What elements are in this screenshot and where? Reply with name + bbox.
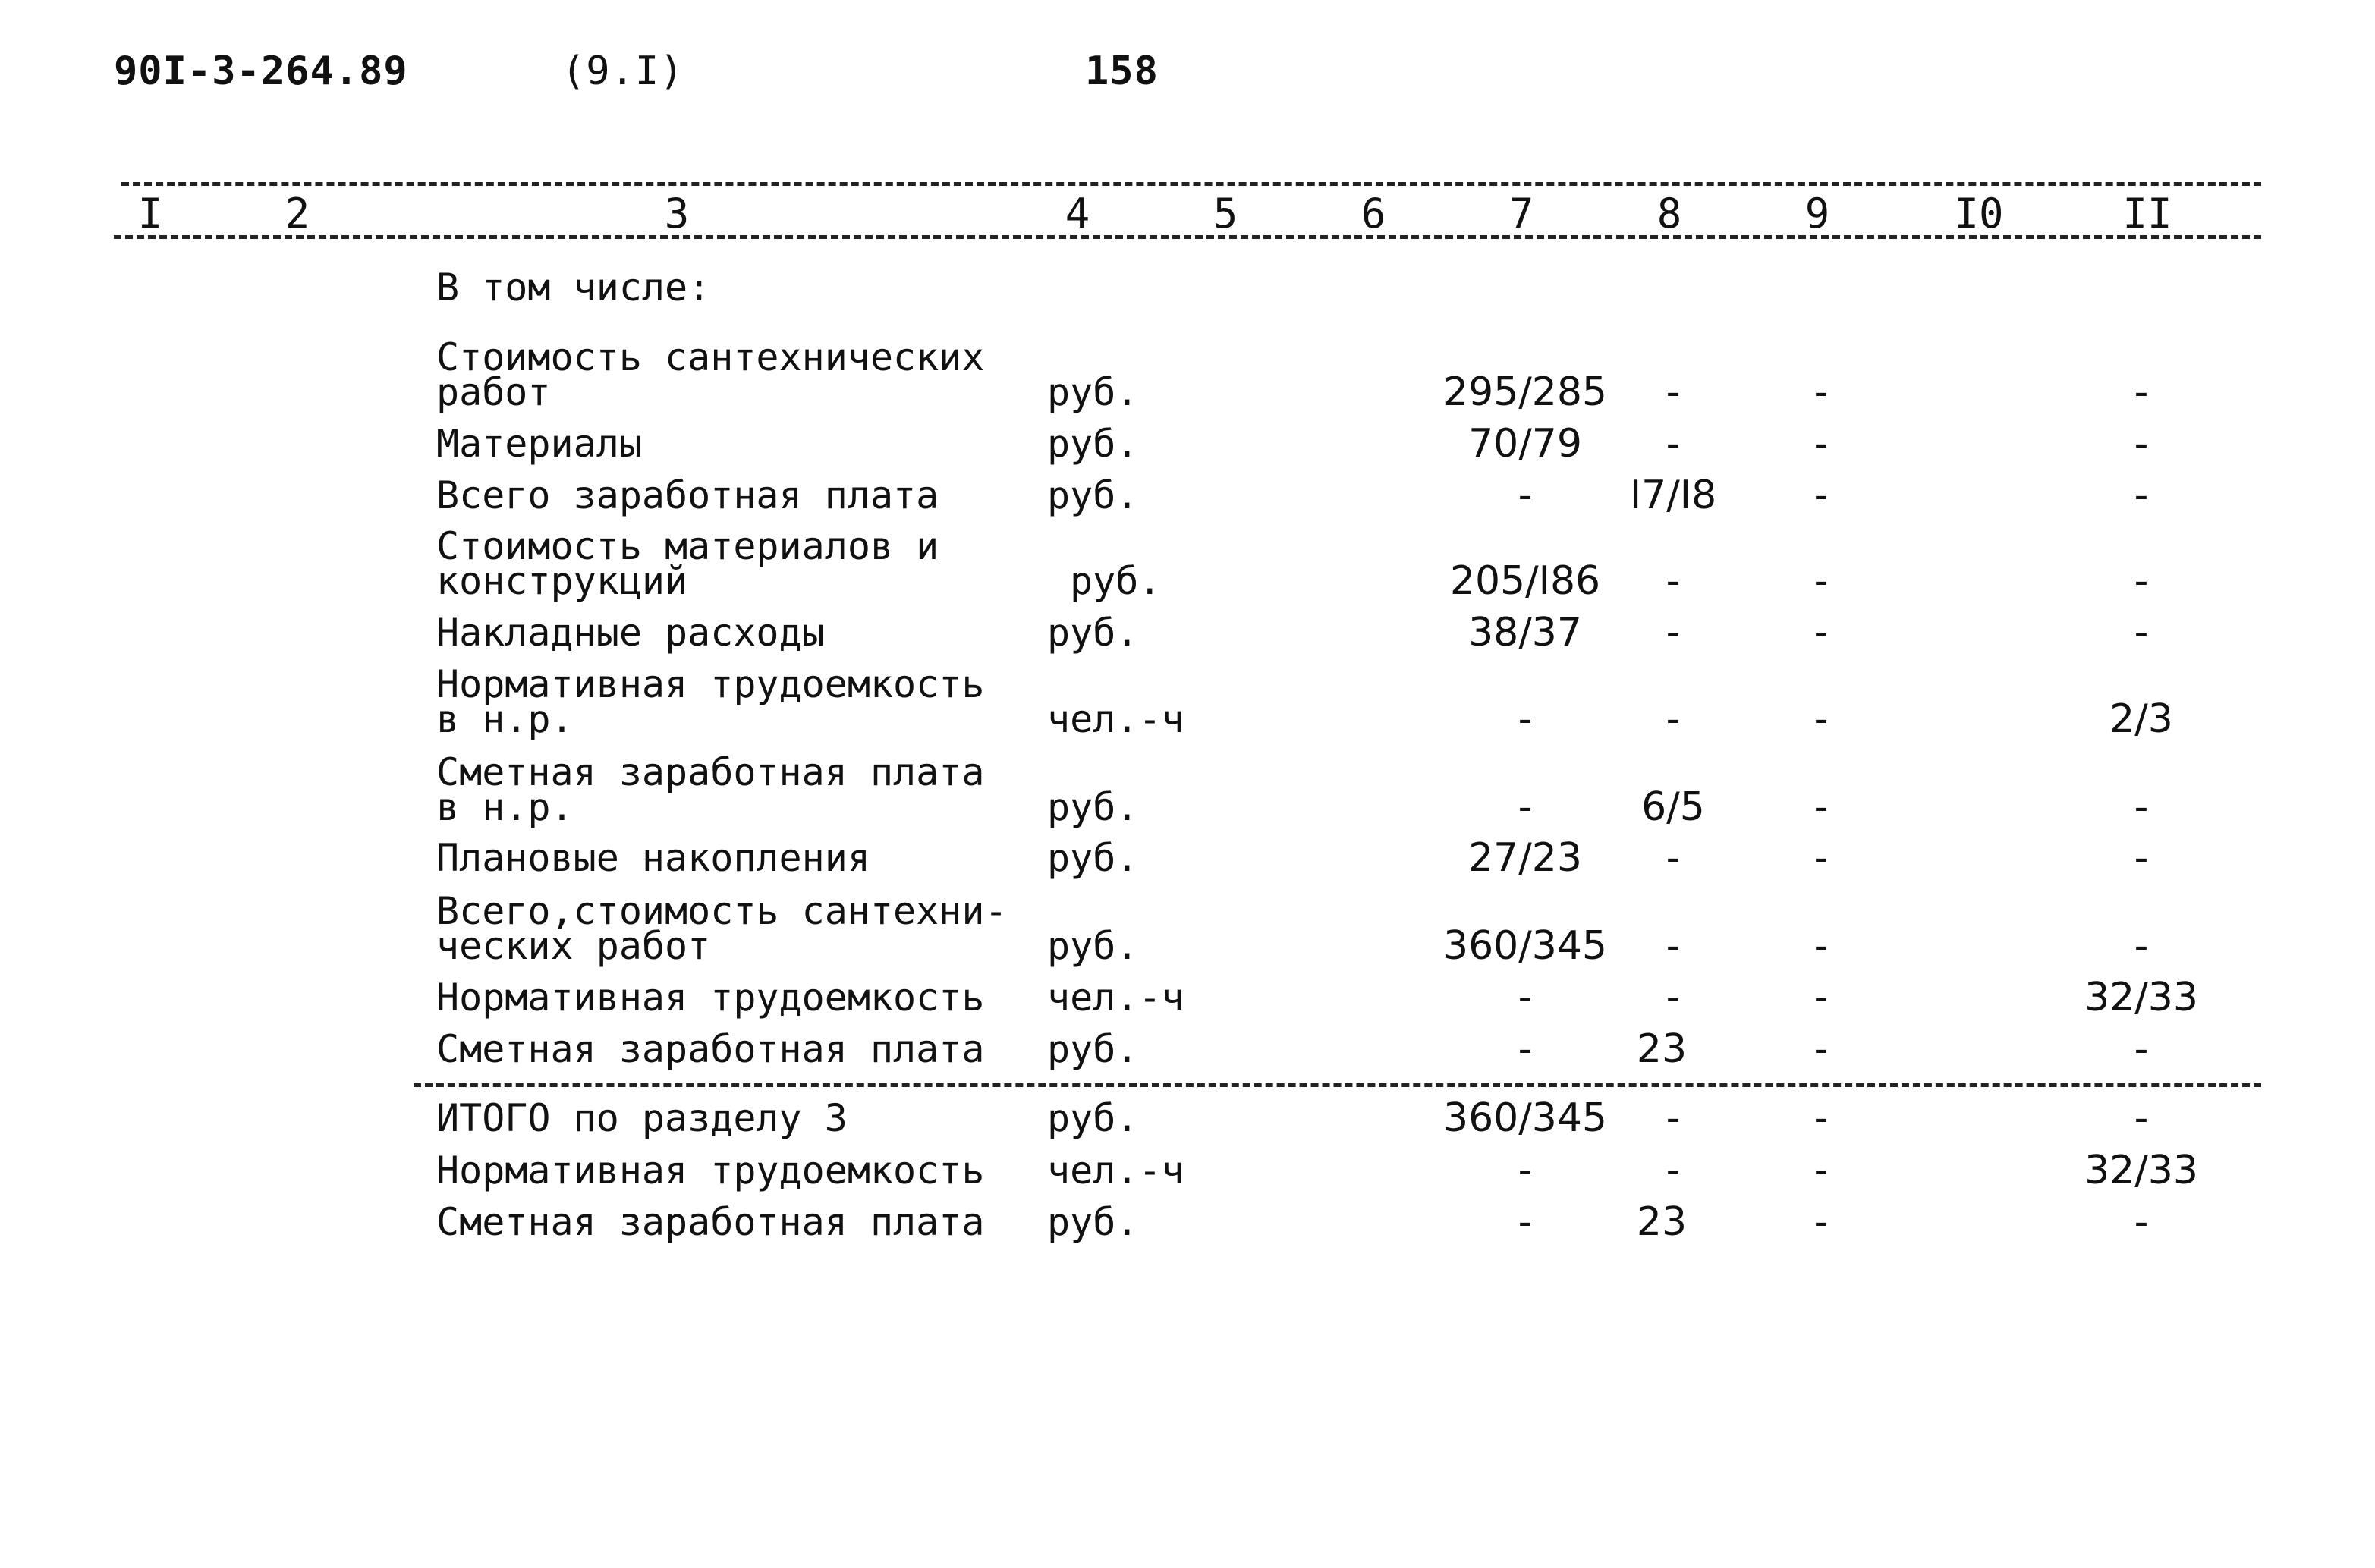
row-description: Сметная заработная плата — [436, 1027, 985, 1071]
column-number-5: 5 — [1213, 190, 1238, 237]
row-col9-value: - — [1813, 923, 1829, 969]
row-col11-value: - — [2134, 835, 2149, 881]
column-number-11: II — [2122, 190, 2172, 237]
row-unit: руб. — [1047, 473, 1139, 517]
row-col7-value: - — [1518, 473, 1533, 518]
totals-row — [0, 1164, 2375, 1245]
row-description: ИТОГО по разделу 3 — [436, 1096, 848, 1140]
row-col8-value: 23 — [1636, 1199, 1688, 1245]
row-col9-value: - — [1813, 784, 1829, 830]
column-number-10: I0 — [1954, 190, 2004, 237]
row-col9-value: - — [1813, 1148, 1829, 1193]
row-col11-value: - — [2134, 473, 2149, 518]
row-col11-value: - — [2134, 784, 2149, 830]
column-number-9: 9 — [1804, 190, 1830, 237]
row-col8-value: - — [1666, 421, 1681, 467]
row-col8-value: - — [1666, 1095, 1681, 1141]
row-col9-value: - — [1813, 696, 1829, 742]
row-description: Стоимость материалов и конструкций — [436, 524, 939, 603]
row-col8-value: - — [1666, 696, 1681, 742]
table-row — [0, 574, 2375, 655]
row-col9-value: - — [1813, 610, 1829, 655]
row-col7-value: 38/37 — [1468, 610, 1582, 655]
table-row — [0, 991, 2375, 1072]
row-col8-value: - — [1666, 975, 1681, 1020]
row-col8-value: 6/5 — [1641, 784, 1705, 830]
column-number-7: 7 — [1508, 190, 1534, 237]
row-col8-value: - — [1666, 369, 1681, 415]
row-col9-value: - — [1813, 1199, 1829, 1245]
row-description: Стоимость сантехнических работ — [436, 335, 985, 414]
row-col11-value: - — [2134, 923, 2149, 969]
table-row — [0, 661, 2375, 742]
column-number-4: 4 — [1065, 190, 1090, 237]
row-col9-value: - — [1813, 473, 1829, 518]
document-code: 90I-3-264.89 — [114, 49, 408, 94]
row-col8-value: - — [1666, 835, 1681, 881]
section-number: (9.I) — [562, 49, 684, 94]
row-col11-value: - — [2134, 1095, 2149, 1141]
row-col8-value: - — [1666, 558, 1681, 604]
row-col9-value: - — [1813, 421, 1829, 467]
row-col11-value: - — [2134, 421, 2149, 467]
row-col8-value: - — [1666, 1148, 1681, 1193]
row-description: Всего заработная плата — [436, 473, 939, 517]
table-row — [0, 437, 2375, 518]
column-number-6: 6 — [1361, 190, 1386, 237]
row-col9-value: - — [1813, 835, 1829, 881]
row-col11-value: - — [2134, 610, 2149, 655]
row-col11-value: - — [2134, 558, 2149, 604]
row-unit: руб. — [1070, 559, 1162, 603]
row-unit: руб. — [1047, 1200, 1139, 1244]
row-description: Нормативная трудоемкость в н.р. — [436, 662, 985, 741]
row-col9-value: - — [1813, 558, 1829, 604]
column-number-8: 8 — [1656, 190, 1682, 237]
row-col11-value: 32/33 — [2084, 1148, 2198, 1193]
row-description: Нормативная трудоемкость — [436, 1149, 985, 1192]
row-unit: руб. — [1047, 611, 1139, 655]
row-description: Плановые накопления — [436, 836, 870, 880]
row-col11-value: - — [2134, 1199, 2149, 1245]
row-col7-value: 295/285 — [1442, 369, 1608, 415]
row-col7-value: 205/I86 — [1449, 558, 1601, 604]
table-row — [0, 800, 2375, 881]
column-number-2: 2 — [285, 190, 310, 237]
row-unit: чел.-ч — [1047, 697, 1184, 741]
row-col7-value: 27/23 — [1468, 835, 1582, 881]
row-unit: руб. — [1047, 370, 1139, 414]
row-col11-value: - — [2134, 1026, 2149, 1072]
row-col8-value: - — [1666, 923, 1681, 969]
row-col7-value: - — [1518, 784, 1533, 830]
row-col9-value: - — [1813, 1095, 1829, 1141]
row-unit: руб. — [1047, 924, 1139, 968]
row-unit: руб. — [1047, 1096, 1139, 1140]
row-description: Сметная заработная плата в н.р. — [436, 750, 985, 829]
row-col9-value: - — [1813, 369, 1829, 415]
column-number-1: I — [137, 190, 163, 237]
row-col8-value: - — [1666, 610, 1681, 655]
row-col9-value: - — [1813, 975, 1829, 1020]
row-col7-value: - — [1518, 1148, 1533, 1193]
row-col7-value: 70/79 — [1468, 421, 1582, 467]
subsection-intro: В том числе: — [436, 266, 711, 310]
row-col9-value: - — [1813, 1026, 1829, 1072]
row-description: Сметная заработная плата — [436, 1200, 985, 1244]
row-col7-value: - — [1518, 1199, 1533, 1245]
row-col11-value: - — [2134, 369, 2149, 415]
row-col11-value: 32/33 — [2084, 975, 2198, 1020]
row-unit: руб. — [1047, 422, 1139, 466]
row-unit: руб. — [1047, 836, 1139, 880]
row-col8-value: I7/I8 — [1629, 473, 1717, 518]
row-col7-value: 360/345 — [1442, 923, 1608, 969]
row-col7-value: - — [1518, 696, 1533, 742]
row-unit: чел.-ч — [1047, 976, 1184, 1020]
row-description: Всего,стоимость сантехни- ческих работ — [436, 889, 1008, 968]
row-col7-value: 360/345 — [1442, 1095, 1608, 1141]
row-unit: чел.-ч — [1047, 1149, 1184, 1192]
column-number-3: 3 — [664, 190, 690, 237]
row-description: Накладные расходы — [436, 611, 825, 655]
row-unit: руб. — [1047, 785, 1139, 829]
row-col7-value: - — [1518, 975, 1533, 1020]
row-description: Материалы — [436, 422, 642, 466]
row-unit: руб. — [1047, 1027, 1139, 1071]
row-col8-value: 23 — [1636, 1026, 1688, 1072]
page-number: 158 — [1085, 49, 1159, 94]
row-col11-value: 2/3 — [2109, 696, 2173, 742]
row-description: Нормативная трудоемкость — [436, 976, 985, 1020]
row-col7-value: - — [1518, 1026, 1533, 1072]
